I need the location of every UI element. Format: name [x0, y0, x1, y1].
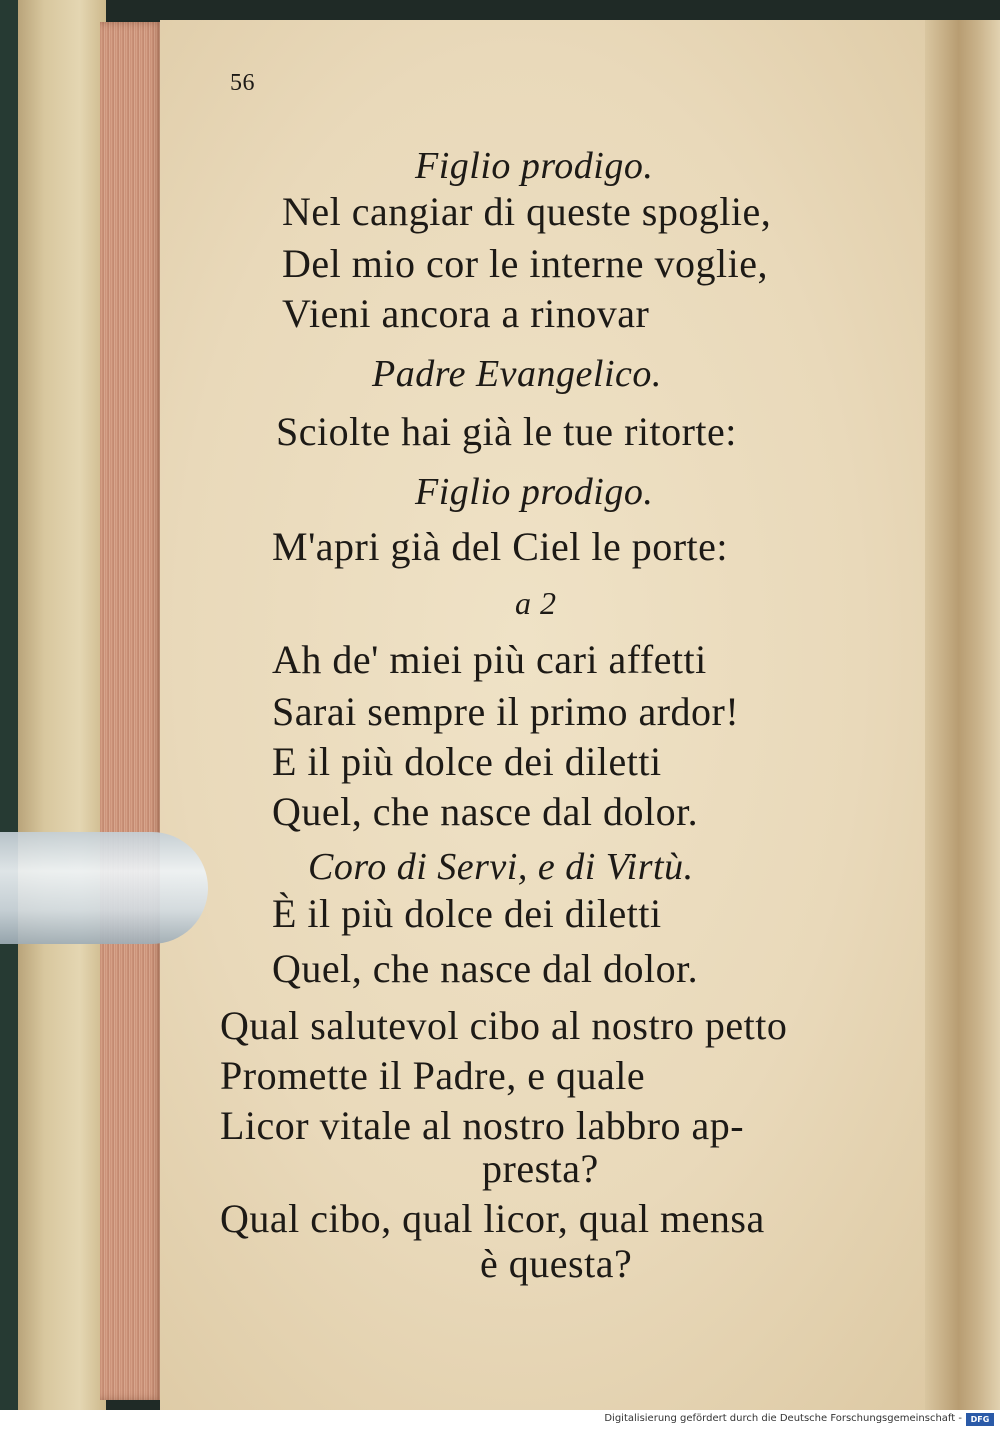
- verse-line: Qual cibo, qual licor, qual mensa: [220, 1196, 765, 1241]
- page-gutter: [925, 20, 1000, 1410]
- verse-line: Sciolte hai già le tue ritorte:: [276, 409, 737, 454]
- verse-line: Nel cangiar di queste spoglie,: [282, 189, 772, 234]
- verse-line: È il più dolce dei diletti: [272, 891, 662, 936]
- speaker-heading: Coro di Servi, e di Virtù.: [308, 846, 694, 888]
- verse-line: Quel, che nasce dal dolor.: [272, 946, 699, 991]
- speaker-heading: a 2: [515, 585, 557, 621]
- verse-line: M'apri già del Ciel le porte:: [272, 524, 729, 569]
- speaker-heading: Figlio prodigo.: [415, 145, 654, 187]
- dfg-logo: DFG: [966, 1413, 994, 1426]
- verse-line: è questa?: [480, 1241, 633, 1286]
- speaker-heading: Padre Evangelico.: [372, 353, 662, 395]
- speaker-heading: Figlio prodigo.: [415, 471, 654, 513]
- verse-line: Licor vitale al nostro labbro ap-: [220, 1103, 745, 1148]
- verse-line: Vieni ancora a rinovar: [282, 291, 650, 336]
- verse-line: Ah de' miei più cari affetti: [272, 637, 707, 682]
- verse-line: Del mio cor le interne voglie,: [282, 241, 768, 286]
- book-cover: [18, 0, 106, 1410]
- verse-line: Promette il Padre, e quale: [220, 1053, 646, 1098]
- page-clip: [0, 832, 208, 944]
- verse-line: E il più dolce dei diletti: [272, 739, 662, 784]
- verse-line: Sarai sempre il primo ardor!: [272, 689, 740, 734]
- footer-bar: [0, 1410, 1000, 1430]
- footer-credit: Digitalisierung gefördert durch die Deutsche Forschungsgemeinschaft -: [604, 1413, 962, 1424]
- verse-line: Quel, che nasce dal dolor.: [272, 789, 699, 834]
- page-edges: [100, 22, 164, 1400]
- verse-line: presta?: [482, 1146, 599, 1191]
- page-number: 56: [230, 70, 255, 96]
- verse-line: Qual salutevol cibo al nostro petto: [220, 1003, 788, 1048]
